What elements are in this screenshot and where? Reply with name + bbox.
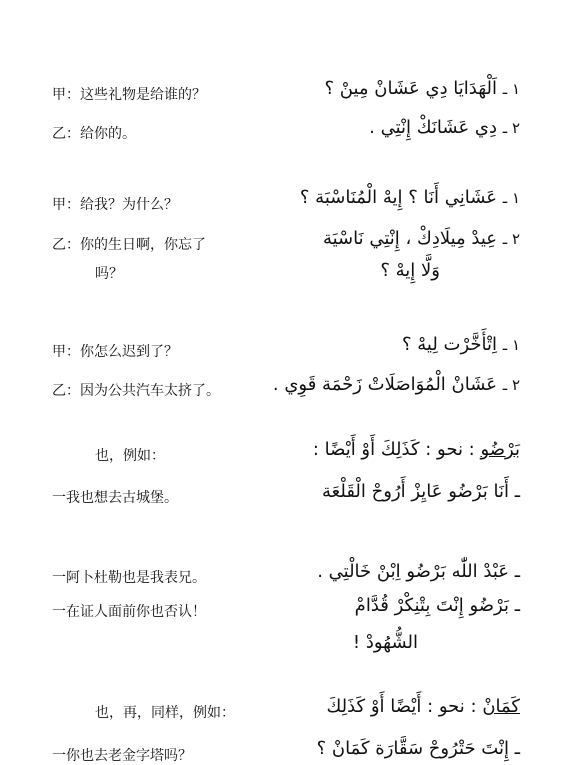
- chinese-text: 给我？为什么？: [80, 197, 178, 213]
- line-number: ١ ـ: [502, 189, 520, 207]
- chinese-text: 这些礼物是给谁的？: [80, 87, 206, 103]
- vocab1-example2-ar: ـ عَبْدْ اللّٰه بَرْضُو اِبْنْ خَالْتِي .: [317, 561, 520, 582]
- vocab1-example2-zh: 一阿卜杜勒也是我表兄。: [52, 570, 206, 586]
- line-number: ١ ـ: [502, 80, 520, 98]
- line-number: ٢ ـ: [502, 119, 520, 137]
- vocab1-example1-zh: 一我也想去古城堡。: [52, 490, 178, 506]
- dialog2-line1-ar: [300, 187, 520, 208]
- dialog3-line1-ar: [402, 334, 520, 355]
- vocab1-example3-ar-cont: الشُّهُودْ !: [352, 632, 418, 653]
- dialog1-line1-ar: [324, 78, 520, 99]
- line-number: ١ ـ: [502, 336, 520, 354]
- dialog3-line2-ar: [273, 374, 520, 395]
- arabic-text: دِي عَشَانَكْ إِنْتِي .: [369, 117, 498, 138]
- dialog1-line2-zh: [52, 123, 136, 143]
- speaker-label: 甲：: [52, 197, 80, 213]
- chinese-text: 你的生日啊，你忘了: [80, 237, 206, 253]
- chinese-text: 你怎么迟到了？: [80, 344, 178, 360]
- dialog1-line2-ar: [369, 117, 520, 138]
- vocab2-example1-zh: 一你也去老金字塔吗？: [52, 748, 192, 764]
- arabic-text: عِيدْ مِيلَادِكْ ، إِنْتِي نَاسْيَة: [322, 228, 498, 249]
- vocab1-chinese-def: 也，例如：: [95, 448, 165, 464]
- vocab2-example1-ar: ـ إِنْتَ حَتْرُوحْ سَقَّارَة كَمَانْ ؟: [316, 738, 520, 759]
- speaker-label: 甲：: [52, 87, 80, 103]
- vocab1-example3-ar: ـ بَرْضُو إِنْتَ بِتْنِكْرْ قُدَّامْ: [354, 595, 520, 616]
- vocab1-entry: بَرْضُو : نحو : كَذَلِكَ أَوْ أَيْضًا :: [312, 439, 520, 460]
- vocab1-example1-ar: ـ أَنَا بَرْضُو عَايِزْ أَرُوحْ الْقَلْعَة: [322, 481, 520, 502]
- dialog2-line2-ar: [323, 228, 520, 249]
- arabic-text: عَشَانِي أَنَا ؟ إِيهْ الْمُنَاسْبَة ؟: [299, 187, 498, 208]
- dialog2-line2-ar-cont: وَلَّا إِيهْ ؟: [380, 260, 440, 281]
- arabic-text: عَشَانْ الْمُوَاصَلَاتْ زَحْمَة قَوِي .: [272, 374, 498, 395]
- line-number: ٢ ـ: [502, 376, 520, 394]
- vocab1-example3-zh: 一在证人面前你也否认！: [52, 604, 206, 620]
- vocab2-chinese-def: 也，再，同样，例如：: [95, 705, 235, 721]
- speaker-label: 乙：: [52, 383, 80, 399]
- dialog2-line1-zh: [52, 194, 178, 214]
- chinese-text: 因为公共汽车太挤了。: [80, 383, 220, 399]
- chinese-text: 给你的。: [80, 126, 136, 142]
- dialog2-line2-zh: [52, 234, 206, 254]
- speaker-label: 乙：: [52, 126, 80, 142]
- dialog3-line2-zh: [52, 380, 220, 400]
- arabic-text: اِتْأَخَّرْت لِيهْ ؟: [401, 334, 498, 355]
- vocab2-entry: كَمَانْ : نحو : أَيْضًا أَوْ كَذَلِكَ: [326, 696, 520, 717]
- vocab2-arabic-def: نحو : أَيْضًا أَوْ كَذَلِكَ: [326, 696, 465, 717]
- speaker-label: 甲：: [52, 344, 80, 360]
- arabic-text: اَلْهَدَايَا دِي عَشَانْ مِينْ ؟: [324, 78, 498, 99]
- vocab2-headword: كَمَانْ: [482, 696, 520, 717]
- line-number: ٢ ـ: [502, 230, 520, 248]
- speaker-label: 乙：: [52, 237, 80, 253]
- dialog1-line1-zh: [52, 84, 206, 104]
- vocab1-arabic-def: نحو : كَذَلِكَ أَوْ أَيْضًا :: [312, 439, 463, 460]
- vocab1-headword: بَرْضُو: [480, 439, 520, 460]
- dialog2-line2-zh-cont: 吗？: [95, 266, 123, 282]
- dialog3-line1-zh: [52, 341, 178, 361]
